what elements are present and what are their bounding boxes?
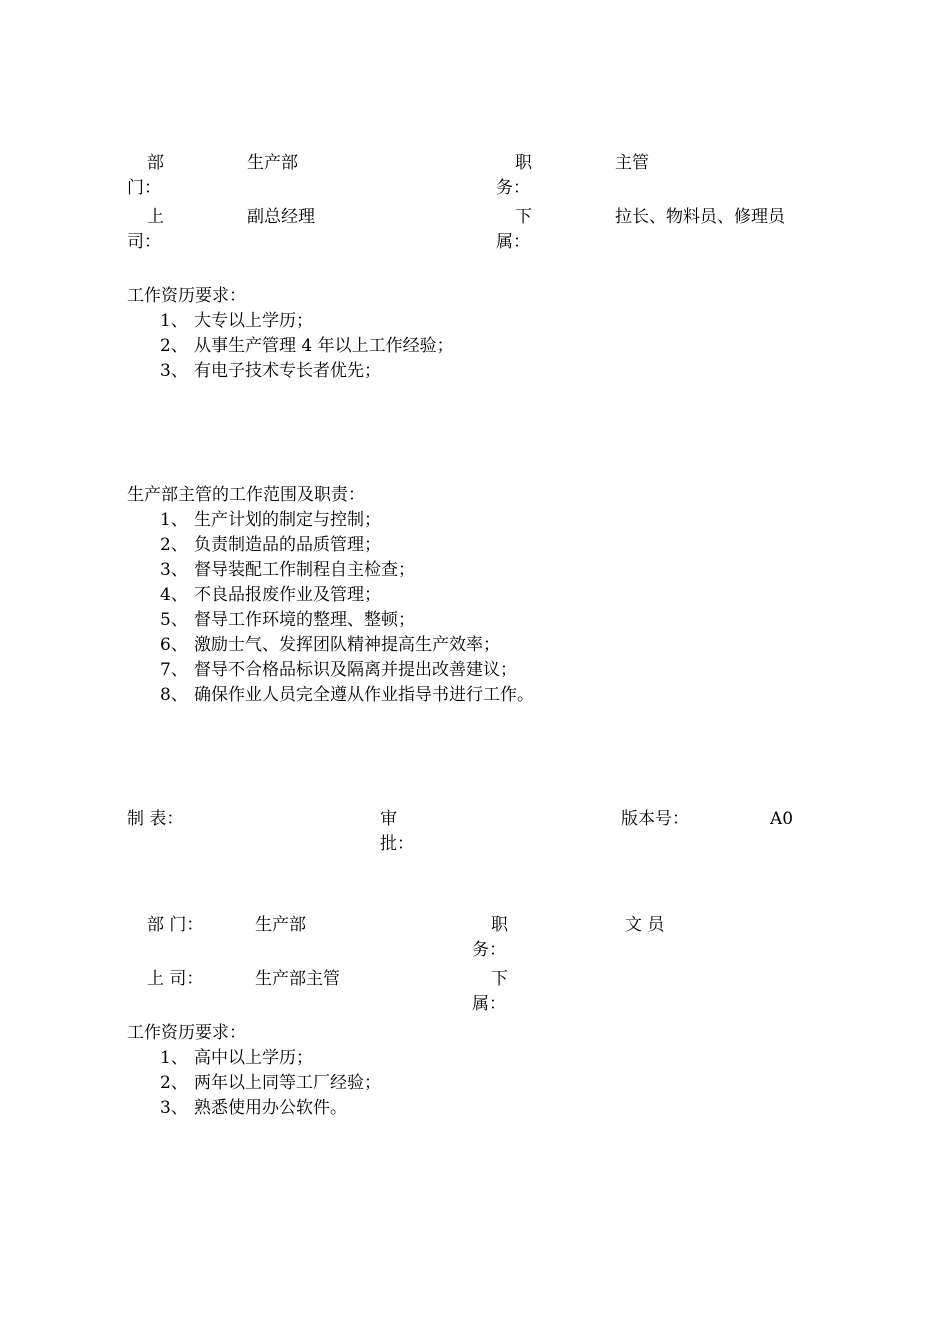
subordinate-value: 拉长、物料员、修理员 — [615, 207, 785, 227]
list-number: 3、 — [160, 1098, 188, 1118]
doc2-requirements-heading: 工作资历要求： — [127, 1023, 246, 1043]
dept-value: 生产部 — [255, 915, 306, 935]
list-item — [160, 583, 534, 608]
superior-label-bottom: 司： — [127, 232, 161, 252]
position-label-top: 职 — [491, 915, 508, 935]
position-label-bottom: 务： — [472, 940, 506, 960]
list-item — [160, 608, 534, 633]
position-label-bottom: 务： — [496, 178, 530, 198]
doc1-duties-heading: 生产部主管的工作范围及职责： — [127, 485, 365, 505]
list-text: 督导不合格品标识及隔离并提出改善建议； — [194, 660, 517, 680]
dept-label: 部 门： — [147, 915, 204, 935]
list-text: 高中以上学历； — [194, 1048, 313, 1068]
position-value: 主管 — [615, 153, 649, 173]
doc1-duties-list — [160, 508, 534, 708]
list-item — [160, 658, 534, 683]
approve-label-top: 审 — [380, 809, 397, 829]
list-text: 不良品报废作业及管理； — [194, 585, 381, 605]
list-item — [160, 558, 534, 583]
dept-label-bottom: 门： — [127, 178, 161, 198]
dept-label-top: 部 — [147, 153, 164, 173]
made-by-label: 制 表： — [127, 809, 184, 829]
list-text: 熟悉使用办公软件。 — [194, 1098, 347, 1118]
list-number: 3、 — [160, 361, 188, 381]
list-item — [160, 1046, 381, 1071]
subordinate-label-top: 下 — [491, 969, 508, 989]
subordinate-label-bottom: 属： — [496, 232, 530, 252]
position-label-top: 职 — [515, 153, 532, 173]
approve-label-bottom: 批： — [380, 834, 414, 854]
list-text: 两年以上同等工厂经验； — [194, 1073, 381, 1093]
list-number: 1、 — [160, 1048, 188, 1068]
list-item — [160, 633, 534, 658]
list-text: 生产计划的制定与控制； — [194, 510, 381, 530]
list-number: 2、 — [160, 336, 188, 356]
list-item — [160, 334, 454, 359]
list-text: 确保作业人员完全遵从作业指导书进行工作。 — [194, 685, 534, 705]
list-item — [160, 683, 534, 708]
version-value: A0 — [770, 809, 794, 829]
list-item — [160, 1096, 381, 1121]
list-item — [160, 1071, 381, 1096]
list-number: 5、 — [160, 610, 188, 630]
superior-label-top: 上 — [147, 207, 164, 227]
doc1-requirements-heading: 工作资历要求： — [127, 286, 246, 306]
list-number: 1、 — [160, 311, 188, 331]
list-item — [160, 309, 454, 334]
list-text: 督导工作环境的整理、整顿； — [194, 610, 415, 630]
list-number: 3、 — [160, 560, 188, 580]
list-number: 6、 — [160, 635, 188, 655]
list-number: 1、 — [160, 510, 188, 530]
list-number: 4、 — [160, 585, 188, 605]
doc2-requirements-list — [160, 1046, 381, 1121]
list-text: 负责制造品的品质管理； — [194, 535, 381, 555]
list-text: 督导装配工作制程自主检查； — [194, 560, 415, 580]
superior-value: 生产部主管 — [255, 969, 340, 989]
list-number: 2、 — [160, 535, 188, 555]
position-value: 文 员 — [625, 915, 665, 935]
list-number: 7、 — [160, 660, 188, 680]
doc1-requirements-list — [160, 309, 454, 384]
list-number: 8、 — [160, 685, 188, 705]
list-text: 有电子技术专长者优先； — [194, 361, 381, 381]
dept-value: 生产部 — [247, 153, 298, 173]
list-text: 从事生产管理 4 年以上工作经验； — [194, 336, 454, 356]
superior-label: 上 司： — [147, 969, 204, 989]
list-number: 2、 — [160, 1073, 188, 1093]
subordinate-label-top: 下 — [515, 207, 532, 227]
version-label: 版本号： — [621, 809, 689, 829]
list-text: 大专以上学历； — [194, 311, 313, 331]
list-item — [160, 508, 534, 533]
list-item — [160, 533, 534, 558]
list-text: 激励士气、发挥团队精神提高生产效率； — [194, 635, 500, 655]
superior-value: 副总经理 — [247, 207, 315, 227]
subordinate-label-bottom: 属： — [472, 994, 506, 1014]
list-item — [160, 359, 454, 384]
